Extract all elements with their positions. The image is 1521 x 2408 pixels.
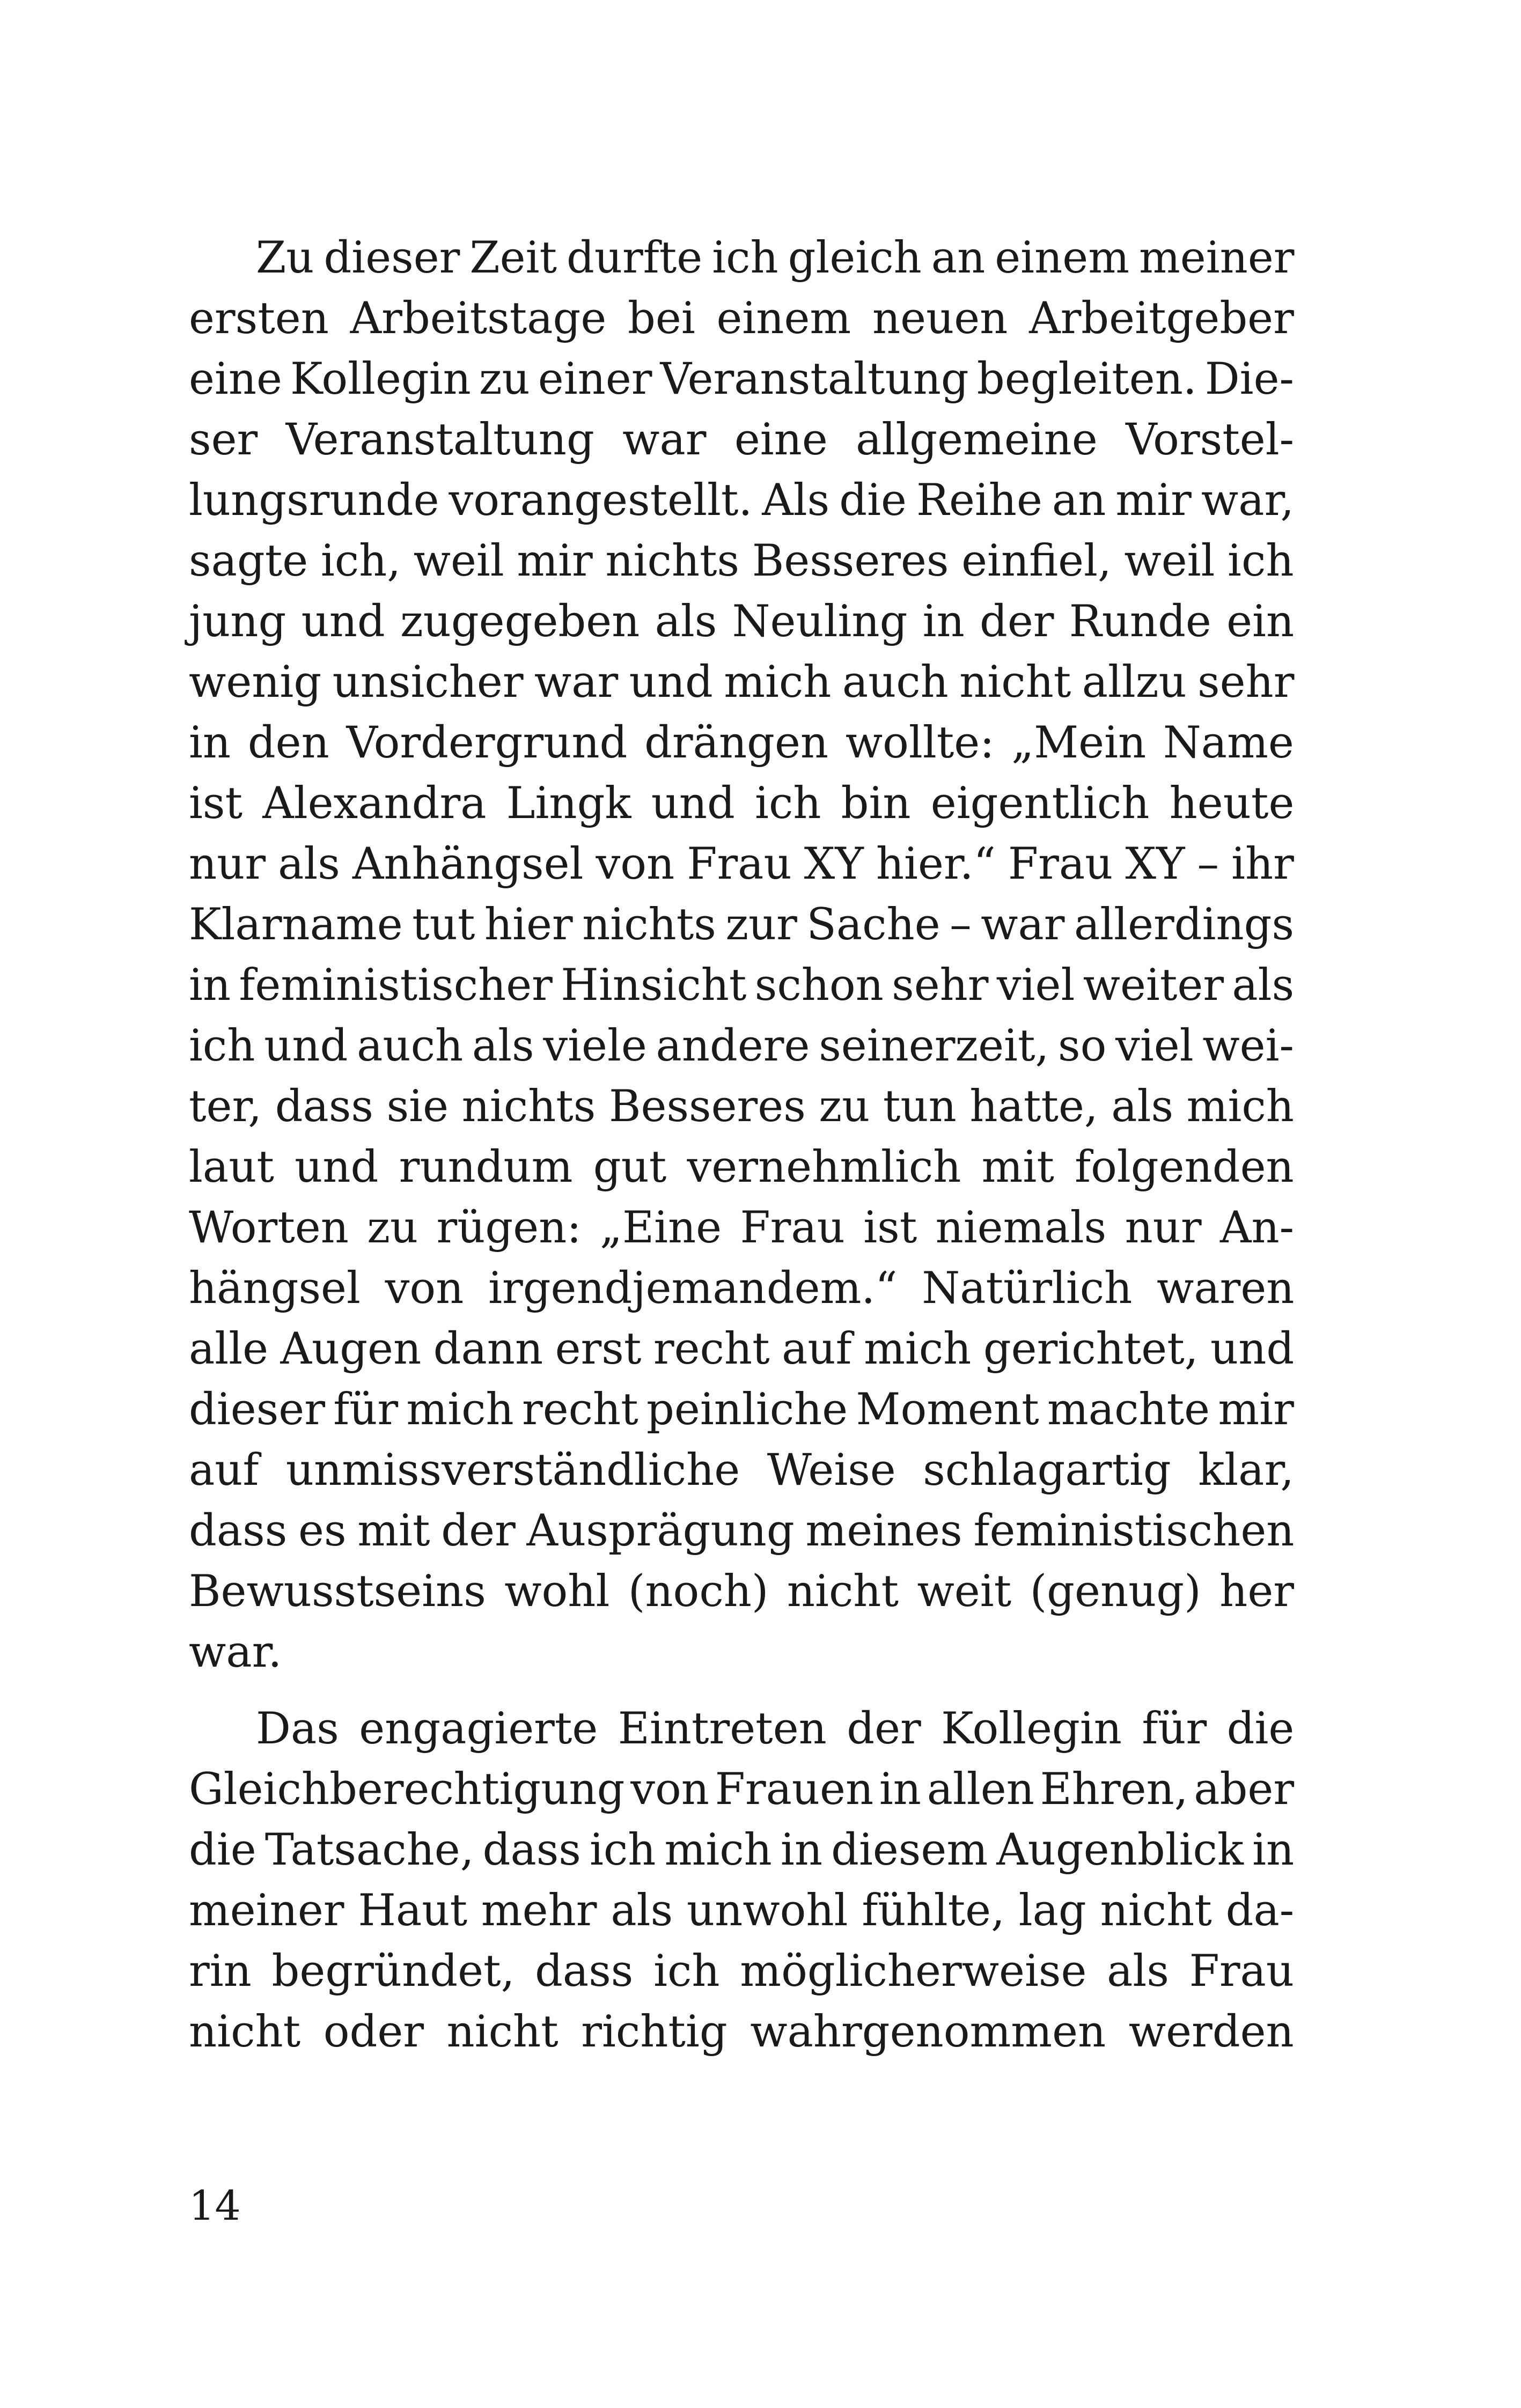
text-line: Bewusstseins wohl (noch) nicht weit (genug) her	[189, 1566, 1294, 1617]
text-line: eine Kollegin zu einer Veranstaltung begleiten. Die-	[189, 354, 1294, 404]
text-line: jung und zugegeben als Neuling in der Runde ein	[189, 597, 1295, 647]
text-line: rin begründet, dass ich möglicherweise als Frau	[189, 1946, 1295, 1997]
paragraph-2	[189, 1699, 1294, 2063]
text-line: wenig unsicher war und mich auch nicht allzu sehr	[189, 657, 1295, 708]
text-line: in den Vordergrund drängen wollte: „Mein Name	[189, 718, 1294, 768]
text-line: Gleichberechtigung von Frauen in allen Ehren, aber	[189, 1764, 1295, 1815]
text-line: dass es mit der Ausprägung meines feministischen	[189, 1506, 1295, 1556]
text-line: auf unmissverständliche Weise schlagartig klar,	[189, 1445, 1295, 1496]
text-line: sagte ich, weil mir nichts Besseres einfiel, weil ich	[189, 536, 1294, 586]
text-line: hängsel von irgendjemandem.“ Natürlich waren	[189, 1263, 1295, 1314]
paragraph-1	[189, 228, 1294, 1683]
text-line: dieser für mich recht peinliche Moment machte mir	[189, 1385, 1294, 1435]
text-line: Klarname tut hier nichts zur Sache – war allerdings	[189, 900, 1295, 950]
text-line: laut und rundum gut vernehmlich mit folgenden	[189, 1142, 1294, 1192]
text-line: Worten zu rügen: „Eine Frau ist niemals nur An-	[189, 1203, 1295, 1253]
text-line: meiner Haut mehr als unwohl fühlte, lag nicht da-	[189, 1886, 1295, 1936]
text-line: nicht oder nicht richtig wahrgenommen werden	[189, 2007, 1294, 2057]
text-line: lungsrunde vorangestellt. Als die Reihe an mir war,	[189, 475, 1295, 526]
text-line: ist Alexandra Lingk und ich bin eigentlich heute	[189, 778, 1295, 829]
text-line: ersten Arbeitstage bei einem neuen Arbeitgeber	[189, 293, 1294, 344]
paragraph-spacing	[189, 1683, 1294, 1699]
text-line: ich und auch als viele andere seinerzeit, so viel wei-	[189, 1021, 1294, 1071]
body-text	[189, 228, 1294, 2063]
text-line: nur als Anhängsel von Frau XY hier.“ Frau XY – ihr	[189, 839, 1294, 889]
text-line: war.	[189, 1627, 282, 1677]
text-line: alle Augen dann erst recht auf mich gerichtet, und	[189, 1324, 1295, 1374]
text-line: ser Veranstaltung war eine allgemeine Vorstel-	[189, 415, 1294, 465]
text-line: ter, dass sie nichts Besseres zu tun hatte, als mich	[189, 1081, 1294, 1132]
text-line: Zu dieser Zeit durfte ich gleich an einem meiner	[256, 233, 1295, 283]
page-number: 14	[189, 2182, 241, 2229]
text-line: in feministischer Hinsicht schon sehr viel weiter als	[189, 960, 1295, 1011]
text-line: die Tatsache, dass ich mich in diesem Augenblick in	[189, 1825, 1295, 1875]
text-line: Das engagierte Eintreten der Kollegin für die	[256, 1704, 1295, 1754]
